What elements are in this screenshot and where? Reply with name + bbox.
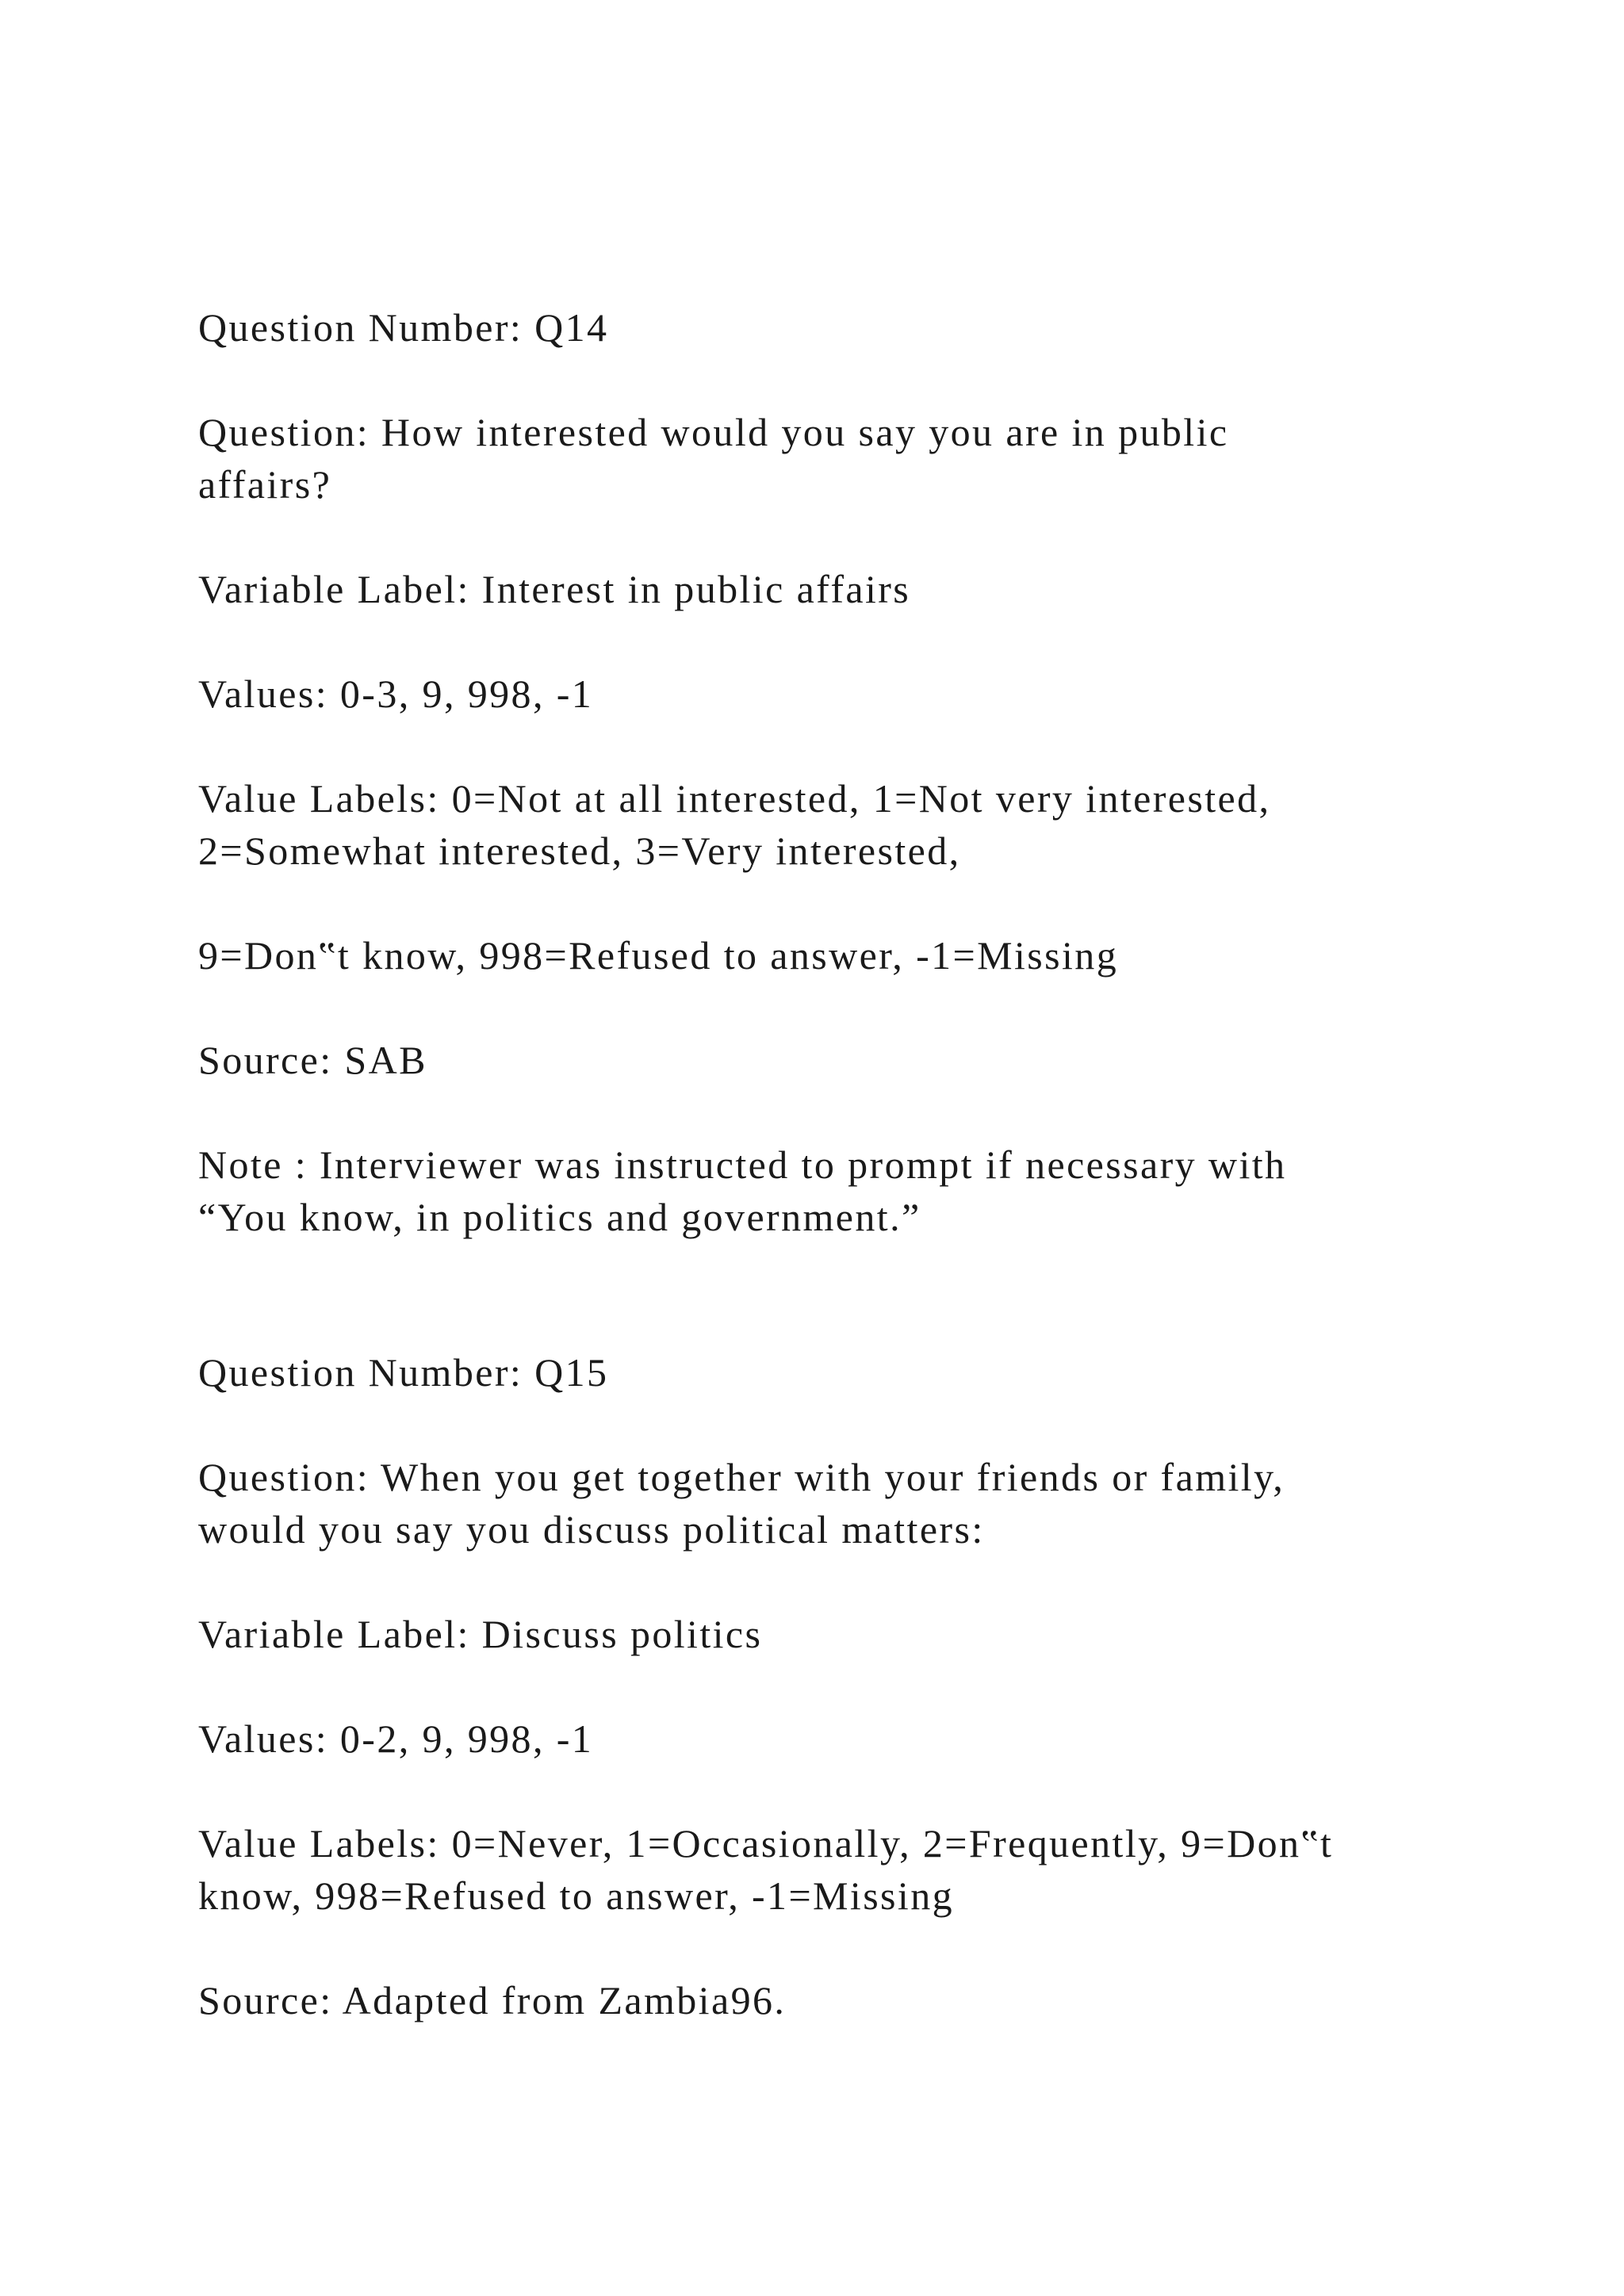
q14-values: Values: 0-3, 9, 998, -1: [198, 672, 594, 716]
q14-value-labels-line-2: 2=Somewhat interested, 3=Very interested,: [198, 828, 961, 873]
q15-question-number: Question Number: Q15: [198, 1350, 609, 1395]
q15-value-labels-line-2: know, 998=Refused to answer, -1=Missing: [198, 1873, 954, 1918]
q14-question-line-2: affairs?: [198, 462, 332, 507]
q14-question-line-1: Question: How interested would you say you are in public: [198, 410, 1229, 454]
q14-note-line-2: “You know, in politics and government.”: [198, 1195, 921, 1239]
q14-question-number: Question Number: Q14: [198, 305, 609, 350]
q14-value-labels-line-1: Value Labels: 0=Not at all interested, 1=Not very interested,: [198, 776, 1271, 821]
q14-value-labels-line-3: 9=Don‟t know, 998=Refused to answer, -1=Missing: [198, 933, 1119, 978]
q15-question-line-2: would you say you discuss political matters:: [198, 1507, 985, 1552]
q15-source: Source: Adapted from Zambia96.: [198, 1978, 787, 2022]
q15-value-labels-line-1: Value Labels: 0=Never, 1=Occasionally, 2=Frequently, 9=Don‟t: [198, 1821, 1334, 1866]
q14-source: Source: SAB: [198, 1038, 427, 1082]
q15-variable-label: Variable Label: Discuss politics: [198, 1612, 763, 1656]
q15-question-line-1: Question: When you get together with your friends or family,: [198, 1455, 1285, 1499]
q14-note-line-1: Note : Interviewer was instructed to prompt if necessary with: [198, 1142, 1287, 1187]
q14-variable-label: Variable Label: Interest in public affairs: [198, 567, 911, 611]
q15-values: Values: 0-2, 9, 998, -1: [198, 1716, 594, 1761]
